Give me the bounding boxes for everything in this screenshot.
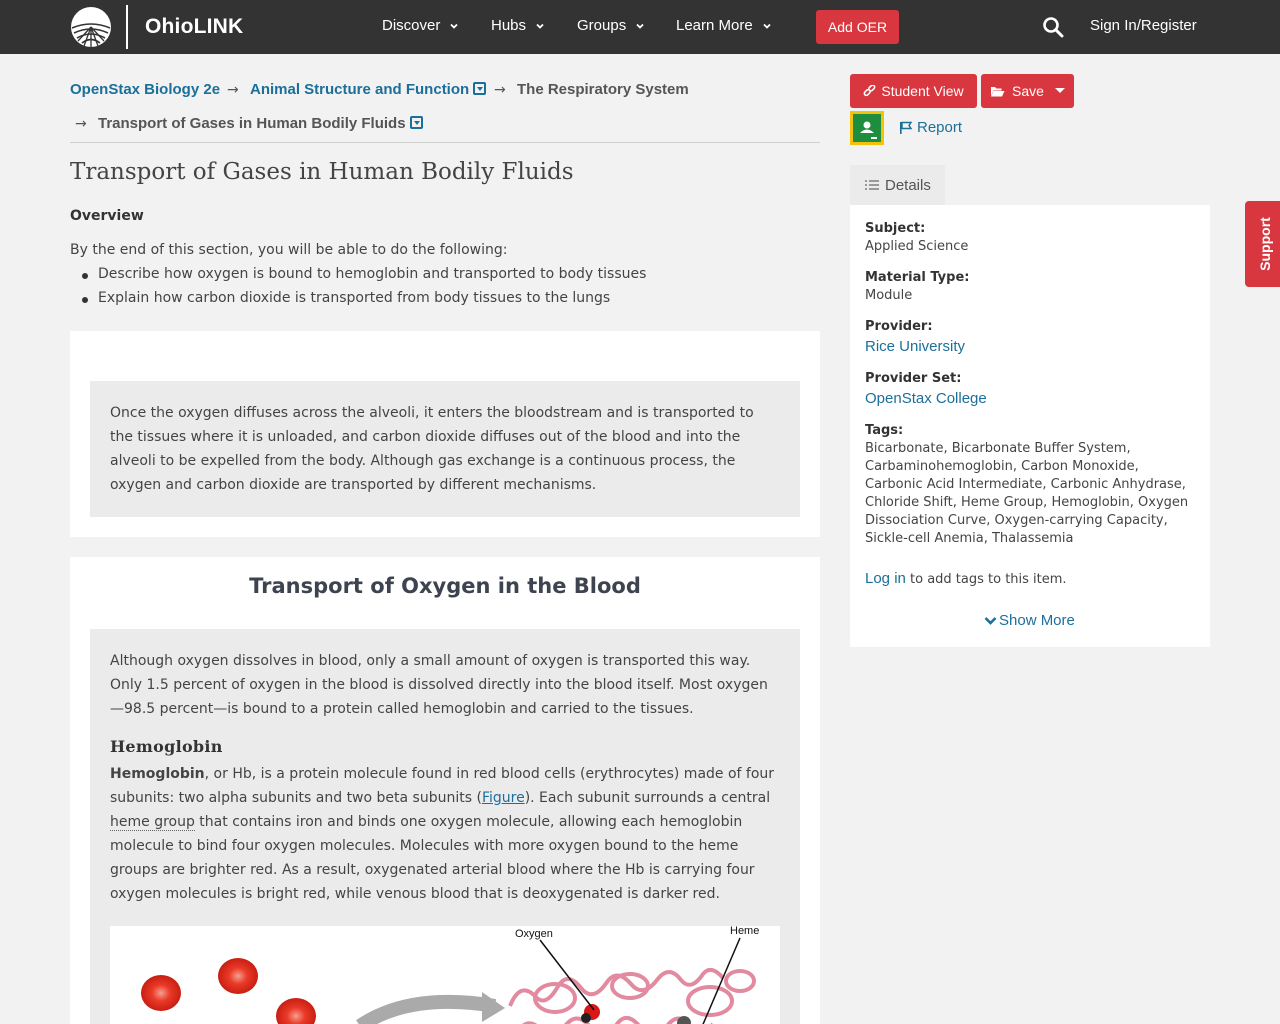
login-tag-text: to add tags to this item. [905,572,1067,587]
hemoglobin-figure [110,926,780,1024]
provider-link[interactable]: Rice University [865,338,966,355]
nav-groups-label: Groups [577,17,627,34]
chevron-down-icon [984,616,997,626]
provider-set-label: Provider Set: [865,371,962,386]
link-icon [863,85,876,98]
ohiolink-logo[interactable] [70,5,243,49]
report-link[interactable] [899,119,962,136]
tags-list: Bicarbonate, Bicarbonate Buffer System, Carbaminohemoglobin, Carbon Monoxide, Carbonic Acid Intermediate, Carbonic Anhydrase, Chloride Shift, Heme Group, Hemoglobin, Oxygen Dissociation Curve, Oxygen-carrying Capacity, Sickle-cell Anemia, Thalassemia [865,441,1189,546]
breadcrumb-section [98,115,423,132]
show-more-button[interactable] [984,612,1075,629]
student-view-button[interactable] [850,74,977,108]
breadcrumb-arrow-icon: → [227,82,239,98]
support-tab[interactable] [1245,201,1280,287]
list-item: Describe how oxygen is bound to hemoglobin and transported to body tissues [70,266,646,290]
breadcrumb-unit-label: Animal Structure and Function [250,81,470,98]
hemoglobin-heading: Hemoglobin [110,737,223,756]
figure-label-heme: Heme [730,926,760,937]
save-label: Save [1012,83,1044,99]
nav-discover-label: Discover [382,17,441,34]
breadcrumb-arrow-icon: → [75,116,87,132]
section-paragraph: Although oxygen dissolves in blood, only a small amount of oxygen is transported this way. Only 1.5 percent of oxygen in the blood is dissolved directly into the blood itself. Most oxygen—98.5 percent—is bound to a protein called hemoglobin and carried to the tissues. [110,653,768,717]
ohiolink-logo-icon [70,6,112,48]
dropdown-toggle-icon[interactable] [410,116,423,129]
support-label: Support [1257,217,1273,271]
list-item: Explain how carbon dioxide is transported from body tissues to the lungs [70,290,646,314]
sign-in-register-link[interactable]: Sign In/Register [1090,17,1197,34]
list-icon [865,179,879,191]
section-title: Transport of Oxygen in the Blood [249,574,641,598]
breadcrumb-section-label: Transport of Gases in Human Bodily Fluids [98,115,406,132]
logo-divider [126,5,128,49]
overview-heading: Overview [70,208,144,224]
material-type-label: Material Type: [865,270,970,285]
red-blood-cell [276,998,316,1024]
term-hemoglobin: Hemoglobin [110,766,205,782]
objectives-intro: By the end of this section, you will be able to do the following: [70,242,508,258]
hemoglobin-illustration [110,926,780,1024]
chevron-down-icon [449,21,459,31]
details-tab-label: Details [885,176,931,194]
breadcrumb-divider [70,142,820,143]
breadcrumb-arrow-icon: → [494,82,506,98]
nav-hubs[interactable] [491,17,545,34]
nav-learn-more-label: Learn More [676,17,753,34]
nav-learn-more[interactable] [676,17,772,34]
arrow-head [482,992,505,1022]
page-title: Transport of Gases in Human Bodily Fluids [70,159,574,185]
intro-note-text: Once the oxygen diffuses across the alveoli, it enters the bloodstream and is transported to the tissues where it is unloaded, and carbon dioxide diffuses out of the blood and into the alveoli to be expelled from the body. Although gas exchange is a continuous process, the oxygen and carbon dioxide are transported by different mechanisms. [110,405,754,493]
folder-open-icon [990,85,1005,97]
provider-set-link[interactable]: OpenStax College [865,390,987,407]
nav-hubs-label: Hubs [491,17,527,34]
hemo-text-3: that contains iron and binds one oxygen molecule, allowing each hemoglobin molecule to bind four oxygen molecules. Molecules with more oxygen bound to the heme groups are brighter red. As a result, oxygenated arterial blood where the Hb is carrying four oxygen molecules is bright red, while venous blood that is deoxygenated is darker red. [110,814,755,902]
top-navbar [0,0,1280,54]
nav-groups[interactable] [577,17,645,34]
heme-iron [581,1013,591,1023]
red-blood-cell [141,975,181,1011]
nav-discover[interactable] [382,17,459,34]
subject-label: Subject: [865,221,926,236]
search-icon[interactable] [1042,16,1064,38]
objectives-list [70,266,646,314]
classroom-person-icon [853,114,881,142]
chevron-down-icon [635,21,645,31]
material-type-value: Module [865,288,913,303]
add-oer-button[interactable]: Add OER [816,10,899,44]
red-blood-cell [218,958,258,994]
hemo-text-2: ). Each subunit surrounds a central [524,790,771,806]
flag-icon [899,121,913,135]
hemoglobin-paragraph [110,762,780,906]
tags-label: Tags: [865,423,904,438]
caret-down-icon [1055,88,1065,94]
figure-label-oxygen: Oxygen [515,928,553,940]
figure-link[interactable]: Figure [481,790,525,806]
provider-label: Provider: [865,319,933,334]
tab-details[interactable] [850,165,945,205]
intro-note [90,381,800,517]
login-to-tag [865,570,1067,587]
save-button[interactable] [981,74,1074,108]
dropdown-toggle-icon[interactable] [473,82,486,95]
subject-value: Applied Science [865,239,969,254]
heme-pointer-line [698,938,740,1024]
chevron-down-icon [762,21,772,31]
google-classroom-icon[interactable] [850,111,884,145]
hemo-text-1: , or Hb, is a protein molecule found in red blood cells (erythrocytes) made of four subunits: two alpha subunits and two beta subunits ( [110,766,775,806]
student-view-label: Student View [881,83,964,99]
arrow-shape [360,1002,495,1024]
hemoglobin-protein-ribbon [510,970,754,1024]
breadcrumb-chapter: The Respiratory System [517,81,689,98]
chevron-down-icon [535,21,545,31]
show-more-label: Show More [999,612,1075,629]
login-link[interactable]: Log in [865,570,906,587]
breadcrumb-unit[interactable] [250,81,486,98]
term-heme-group[interactable]: heme group [110,814,195,830]
brand-name: OhioLINK [145,15,244,38]
breadcrumb-course-link[interactable]: OpenStax Biology 2e [70,81,221,98]
report-label: Report [917,119,963,136]
